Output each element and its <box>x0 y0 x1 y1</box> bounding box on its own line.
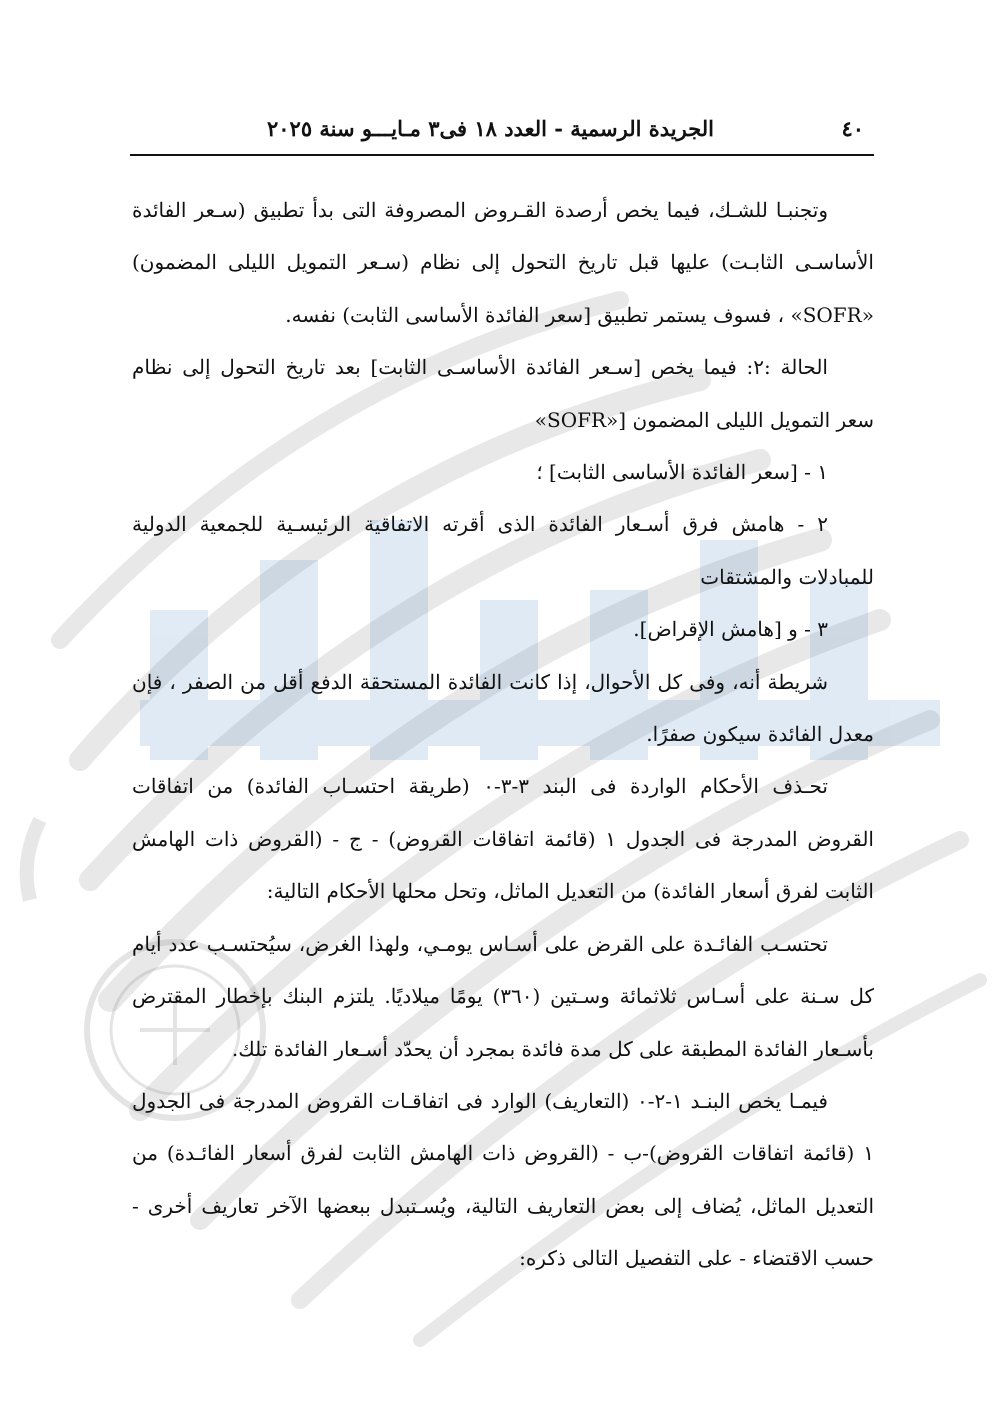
paragraph-avoidance-of-doubt: وتجنبـا للشـك، فيما يخص أرصدة القـروض المصروفة التى بدأ تطبيق (سـعر الفائدة الأساسـى الثابـت) عليها قبل تاريخ التحول إلى نظام (سـعر التمويل الليلى المضمون) «SOFR» ، فسوف يستمر تطبيق [سعر الفائدة الأساسى الثابت) نفسه. <box>132 198 874 327</box>
paragraph-definitions: فيمـا يخص البنـد ١-٢-٠ (التعاريف) الوارد فى اتفاقـات القروض المدرجة فى الجدول ١ (قائمة اتفاقات القروض)-ب - (القروض ذات الهامش الثابت لفرق أسعار الفائـدة) من التعديل الماثل، يُضاف إلى بعض التعاريف التالية، ويُسـتبدل ببعضها الآخر تعاريف أخرى - حسب الاقتضاء - على التفصيل التالى ذكره: <box>132 1088 874 1271</box>
paragraph-case-2: الحالة :٢: فيما يخص [سـعر الفائدة الأساسـى الثابت] بعد تاريخ التحول إلى نظام سعر التمويل الليلى المضمون [«SOFR» <box>132 355 874 432</box>
header-divider <box>130 154 874 156</box>
paragraph-proviso: شريطة أنه، وفى كل الأحوال، إذا كانت الفائدة المستحقة الدفع أقل من الصفر ، فإن معدل الفائدة سيكون صفرًا. <box>132 669 874 747</box>
list-item-1: ١ - [سعر الفائدة الأساسى الثابت] ؛ <box>536 460 828 485</box>
page-header <box>130 112 874 152</box>
paragraph-interest-calculation: تحتسـب الفائـدة على القرض على أسـاس يومـي، ولهذا الغرض، سيُحتسـب عدد أيام كل سـنة على أسـاس ثلاثمائة وسـتين (٣٦٠) يومًا ميلاديًا. يلتزم البنك بإخطار المقترض بأسـعار الفائدة المطبقة على كل مدة فائدة بمجرد أن يحدّد أسـعار الفائدة تلك. <box>132 931 874 1061</box>
paragraph-deletion: تحـذف الأحكام الواردة فى البند ٣-٣-٠ (طريقة احتسـاب الفائدة) من اتفاقات القروض المدرجة فى الجدول ١ (قائمة اتفاقات القروض) - ج - (القروض ذات الهامش الثابت لفرق أسعار الفائدة) من التعديل الماثل، وتحل محلها الأحكام التالية: <box>132 774 874 904</box>
page-number: ٤٠ <box>841 116 864 141</box>
document-body <box>132 184 874 1285</box>
header-title: الجريدة الرسمية - العدد ١٨ فى٣ مـايـــو سنة ٢٠٢٥ <box>266 116 714 141</box>
watermark-arc <box>27 820 40 900</box>
list-item-2: ٢ - هامش فرق أسـعار الفائدة الذى أقرته الاتفاقية الرئيسـية للجمعية الدولية للمبادلات والمشتقات <box>132 512 874 589</box>
list-item-3: ٣ - و [هامش الإقراض]. <box>633 617 828 642</box>
